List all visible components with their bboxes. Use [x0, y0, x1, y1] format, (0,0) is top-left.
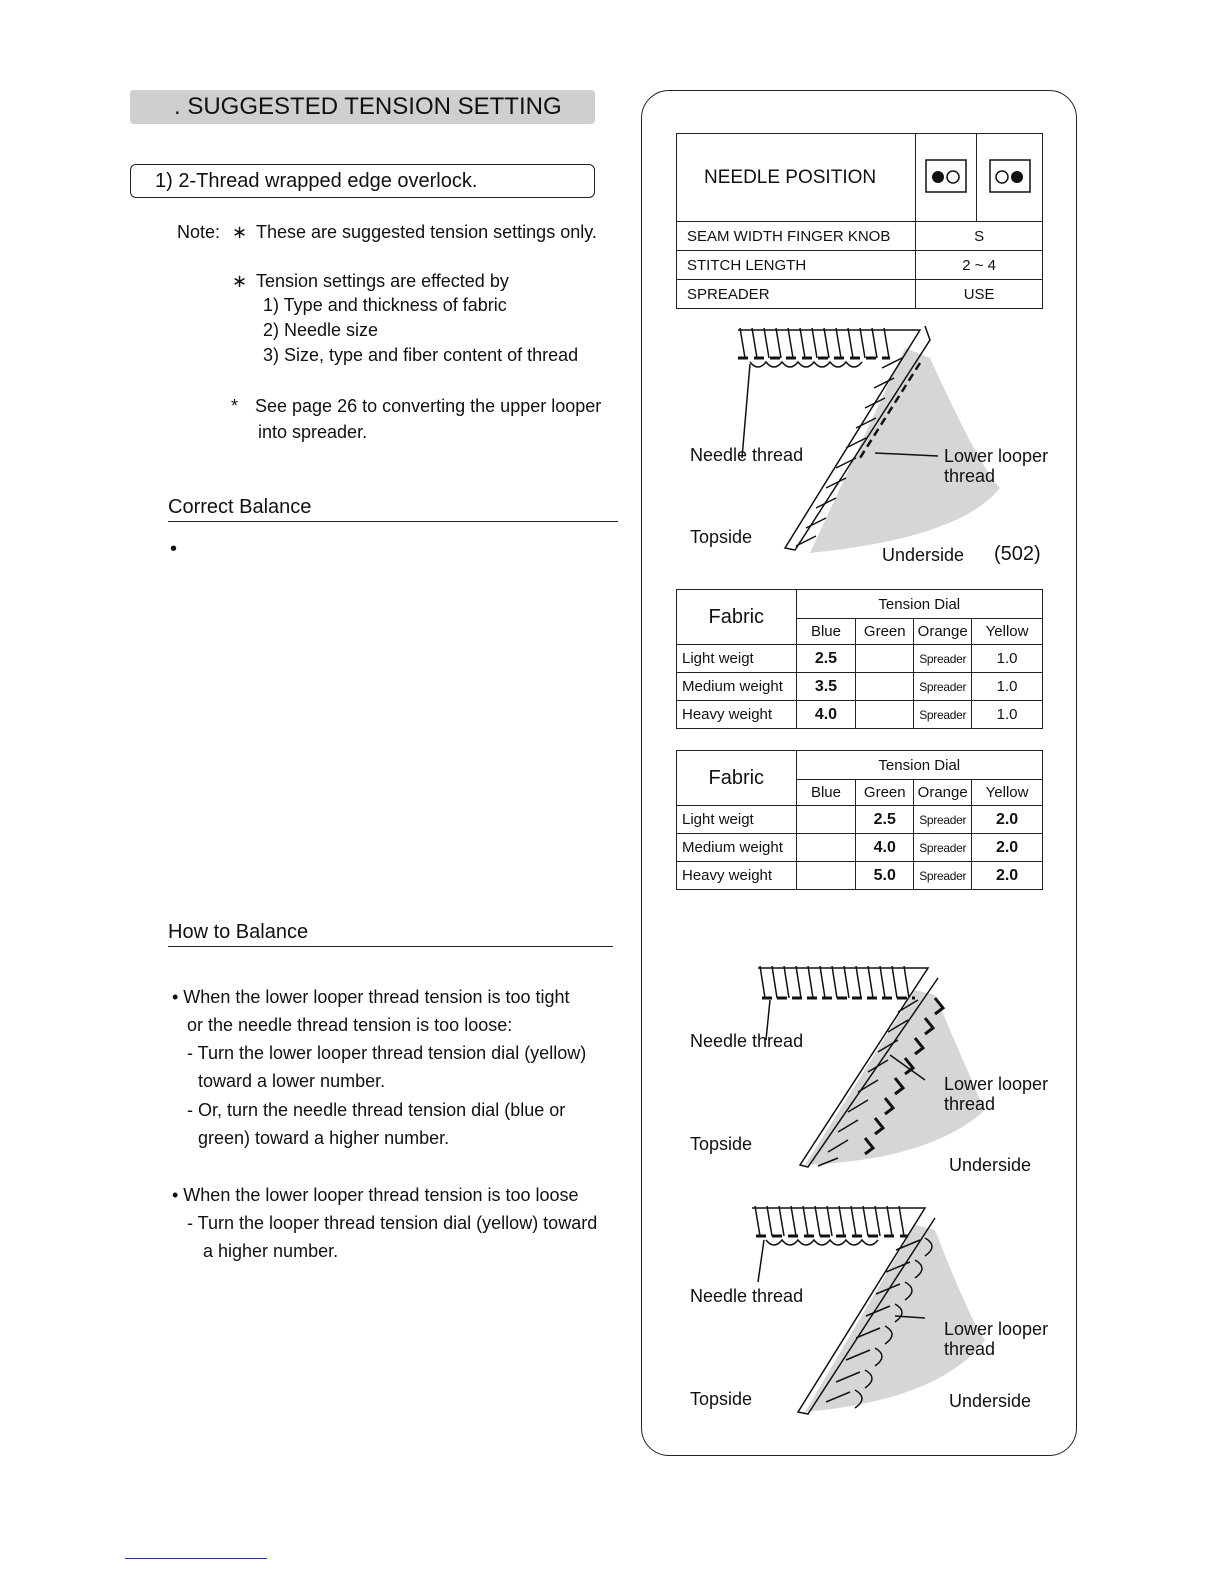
- note-asterisk: *: [231, 396, 239, 416]
- page-title: . SUGGESTED TENSION SETTING: [130, 90, 595, 124]
- balance-line: • When the lower looper thread tension is too tight: [172, 987, 570, 1007]
- table-row: [677, 862, 1043, 890]
- tension-dial-header: Tension Dial: [796, 751, 1042, 780]
- yellow-cell: 1.0: [972, 673, 1043, 701]
- col-green: Green: [856, 619, 914, 645]
- orange-cell: Spreader: [914, 645, 972, 673]
- needle-right-icon: [989, 159, 1031, 193]
- fabric-cell: Light weigt: [677, 645, 797, 673]
- blue-cell: [796, 806, 856, 834]
- fabric-cell: Heavy weight: [677, 701, 797, 729]
- stitch-length-label: STITCH LENGTH: [677, 251, 916, 280]
- balance-line: - Turn the lower looper thread tension dial (yellow): [187, 1043, 587, 1063]
- needle-position-label: NEEDLE POSITION: [677, 134, 916, 222]
- orange-cell: Spreader: [914, 701, 972, 729]
- diagram2-looper-label: Lower looper: [944, 1074, 1049, 1094]
- green-cell: [856, 701, 914, 729]
- col-green: Green: [856, 780, 914, 806]
- stitch-diagram-too-loose: [680, 1200, 1060, 1420]
- settings-table: [676, 133, 1043, 309]
- yellow-cell: 1.0: [972, 701, 1043, 729]
- table-row: [677, 806, 1043, 834]
- diagram2-thread-label: thread: [944, 1094, 996, 1114]
- diagram1-looper-label: Lower looper: [944, 446, 1049, 466]
- green-cell: 2.5: [856, 806, 914, 834]
- table-row: [677, 701, 1043, 729]
- diagram2-topside-label: Topside: [690, 1134, 753, 1154]
- table-row: [677, 645, 1043, 673]
- green-cell: [856, 645, 914, 673]
- note-star-2: ∗: [232, 271, 248, 291]
- col-blue: Blue: [796, 780, 856, 806]
- blue-cell: [796, 862, 856, 890]
- col-blue: Blue: [796, 619, 856, 645]
- fabric-cell: Heavy weight: [677, 862, 797, 890]
- diagram3-thread-label: thread: [944, 1339, 996, 1359]
- seam-width-label: SEAM WIDTH FINGER KNOB: [677, 222, 916, 251]
- diagram1-thread-label: thread: [944, 466, 996, 486]
- fabric-cell: Medium weight: [677, 834, 797, 862]
- diagram1-code: (502): [994, 543, 1041, 565]
- diagram3-needle-label: Needle thread: [690, 1286, 804, 1306]
- section-subtitle: 1) 2-Thread wrapped edge overlock.: [130, 164, 595, 198]
- note-item-2: 2) Needle size: [263, 320, 379, 340]
- spreader-label: SPREADER: [677, 280, 916, 309]
- see-page-note: See page 26 to converting the upper looper: [255, 396, 602, 416]
- blue-cell: [796, 834, 856, 862]
- correct-balance-bullet: •: [170, 538, 178, 560]
- diagram2-underside-label: Underside: [949, 1155, 1032, 1175]
- tension-table-2: [676, 750, 1043, 890]
- note-item-1: 1) Type and thickness of fabric: [263, 295, 507, 315]
- seam-width-value: S: [916, 222, 1043, 251]
- green-cell: 5.0: [856, 862, 914, 890]
- col-orange: Orange: [914, 780, 972, 806]
- col-yellow: Yellow: [972, 780, 1043, 806]
- diagram3-topside-label: Topside: [690, 1389, 753, 1409]
- diagram1-needle-label: Needle thread: [690, 445, 804, 465]
- needle-left-icon: [925, 159, 967, 193]
- table-row: [677, 673, 1043, 701]
- diagram3-underside-label: Underside: [949, 1391, 1032, 1411]
- fabric-cell: Medium weight: [677, 673, 797, 701]
- orange-cell: Spreader: [914, 862, 972, 890]
- correct-balance-heading: Correct Balance: [168, 496, 618, 522]
- diagram2-needle-label: Needle thread: [690, 1031, 804, 1051]
- fabric-cell: Light weigt: [677, 806, 797, 834]
- blue-cell: 4.0: [796, 701, 856, 729]
- diagram1-underside-label: Underside: [882, 545, 965, 565]
- balance-line: • When the lower looper thread tension is too loose: [172, 1185, 579, 1205]
- spreader-value: USE: [916, 280, 1043, 309]
- note-label: Note:: [177, 222, 221, 242]
- note-item-3: 3) Size, type and fiber content of thread: [263, 345, 579, 365]
- orange-cell: Spreader: [914, 673, 972, 701]
- how-to-balance-heading: How to Balance: [168, 921, 613, 947]
- balance-line: toward a lower number.: [198, 1071, 386, 1091]
- fabric-header: Fabric: [677, 751, 797, 806]
- see-page-note-cont: into spreader.: [258, 422, 368, 442]
- balance-line: - Or, turn the needle thread tension dial (blue or: [187, 1100, 566, 1120]
- footer-rule: [125, 1558, 267, 1559]
- balance-line: or the needle thread tension is too loose:: [187, 1015, 513, 1035]
- yellow-cell: 2.0: [972, 806, 1043, 834]
- stitch-length-value: 2 ~ 4: [916, 251, 1043, 280]
- fabric-header: Fabric: [677, 590, 797, 645]
- table-row: [677, 834, 1043, 862]
- needle-right-cell: [977, 134, 1043, 222]
- yellow-cell: 2.0: [972, 834, 1043, 862]
- tension-dial-header: Tension Dial: [796, 590, 1042, 619]
- col-yellow: Yellow: [972, 619, 1043, 645]
- note-star-1: ∗: [232, 222, 248, 242]
- blue-cell: 2.5: [796, 645, 856, 673]
- diagram1-topside-label: Topside: [690, 527, 753, 547]
- balance-line: a higher number.: [203, 1241, 339, 1261]
- diagram3-looper-label: Lower looper: [944, 1319, 1049, 1339]
- tension-table-1: [676, 589, 1043, 729]
- yellow-cell: 1.0: [972, 645, 1043, 673]
- balance-line: green) toward a higher number.: [198, 1128, 450, 1148]
- note-line-2: Tension settings are effected by: [256, 271, 509, 291]
- yellow-cell: 2.0: [972, 862, 1043, 890]
- col-orange: Orange: [914, 619, 972, 645]
- orange-cell: Spreader: [914, 834, 972, 862]
- green-cell: 4.0: [856, 834, 914, 862]
- orange-cell: Spreader: [914, 806, 972, 834]
- green-cell: [856, 673, 914, 701]
- note-line-1: These are suggested tension settings only.: [256, 222, 597, 242]
- balance-line: - Turn the looper thread tension dial (yellow) toward: [187, 1213, 598, 1233]
- blue-cell: 3.5: [796, 673, 856, 701]
- needle-left-cell: [916, 134, 977, 222]
